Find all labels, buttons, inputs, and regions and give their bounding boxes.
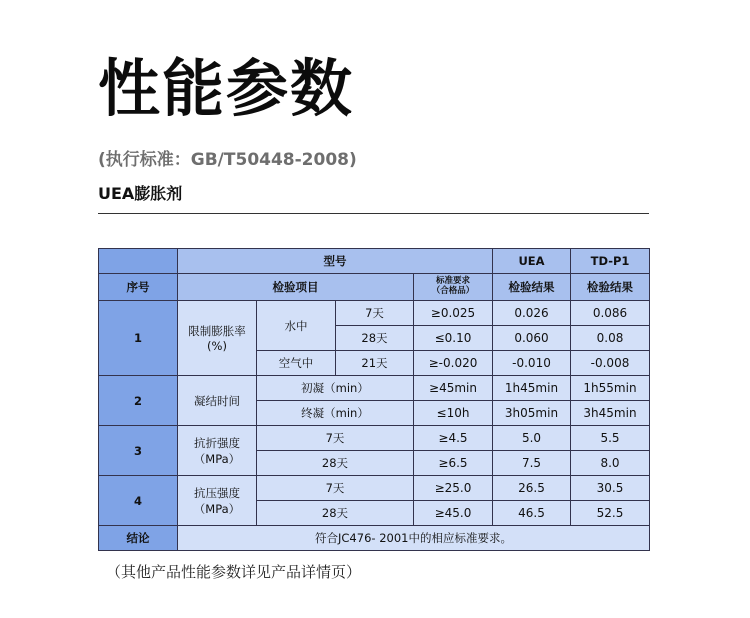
header-seq: 序号 — [99, 274, 178, 301]
item-name-cell: 凝结时间 — [178, 376, 257, 426]
item-name-line2: （MPa） — [193, 501, 241, 516]
standard-cell: ≤0.10 — [414, 326, 493, 351]
age-cell: 28天 — [257, 451, 414, 476]
result-tdp1-cell: 0.086 — [571, 301, 650, 326]
age-cell: 7天 — [257, 476, 414, 501]
divider — [98, 213, 649, 214]
standard-cell: ≥-0.020 — [414, 351, 493, 376]
standard-cell: ≥6.5 — [414, 451, 493, 476]
table-row — [99, 526, 650, 551]
condition-cell: 终凝（min） — [257, 401, 414, 426]
seq-cell: 3 — [99, 426, 178, 476]
item-name-line1: 限制膨胀率 — [188, 324, 246, 338]
result-uea-cell: 26.5 — [493, 476, 571, 501]
item-name-line2: （MPa） — [193, 451, 241, 466]
header-model: 型号 — [178, 249, 493, 274]
seq-cell: 2 — [99, 376, 178, 426]
header-result-tdp1: 检验结果 — [571, 274, 650, 301]
header-blank-cell — [99, 249, 178, 274]
result-uea-cell: -0.010 — [493, 351, 571, 376]
table-row — [99, 274, 650, 301]
result-tdp1-cell: 30.5 — [571, 476, 650, 501]
table-row — [99, 301, 650, 326]
conclusion-text: 符合JC476- 2001中的相应标准要求。 — [178, 526, 650, 551]
header-model-uea: UEA — [493, 249, 571, 274]
result-tdp1-cell: 0.08 — [571, 326, 650, 351]
header-standard — [414, 274, 493, 301]
table-row — [99, 249, 650, 274]
result-tdp1-cell: 5.5 — [571, 426, 650, 451]
standard-cell: ≥45min — [414, 376, 493, 401]
table-row — [99, 476, 650, 501]
product-name: UEA膨胀剂 — [98, 184, 183, 203]
table-row — [99, 426, 650, 451]
result-uea-cell: 46.5 — [493, 501, 571, 526]
result-uea-cell: 7.5 — [493, 451, 571, 476]
item-name-line1: 抗折强度 — [194, 435, 240, 450]
standard-cell: ≥4.5 — [414, 426, 493, 451]
item-name-cell — [178, 301, 257, 376]
page-title: 性能参数 — [98, 52, 355, 125]
standard-cell: ≥25.0 — [414, 476, 493, 501]
result-uea-cell: 5.0 — [493, 426, 571, 451]
spec-table — [98, 248, 650, 551]
standard-cell: ≤10h — [414, 401, 493, 426]
age-cell: 28天 — [257, 501, 414, 526]
result-tdp1-cell: 3h45min — [571, 401, 650, 426]
condition-cell: 初凝（min） — [257, 376, 414, 401]
age-cell: 21天 — [336, 351, 414, 376]
conclusion-label: 结论 — [99, 526, 178, 551]
result-tdp1-cell: -0.008 — [571, 351, 650, 376]
footnote: （其他产品性能参数详见产品详情页） — [106, 563, 362, 581]
seq-cell: 4 — [99, 476, 178, 526]
standard-reference: (执行标准：GB/T50448-2008) — [98, 150, 357, 170]
result-tdp1-cell: 1h55min — [571, 376, 650, 401]
condition-cell: 水中 — [257, 301, 336, 351]
header-item: 检验项目 — [178, 274, 414, 301]
header-standard-line1: 标准要求 — [435, 276, 470, 287]
header-model-tdp1: TD-P1 — [571, 249, 650, 274]
standard-cell: ≥0.025 — [414, 301, 493, 326]
age-cell: 7天 — [336, 301, 414, 326]
standard-cell: ≥45.0 — [414, 501, 493, 526]
condition-cell: 空气中 — [257, 351, 336, 376]
result-uea-cell: 3h05min — [493, 401, 571, 426]
table-row — [99, 376, 650, 401]
item-name-cell — [178, 426, 257, 476]
result-uea-cell: 0.060 — [493, 326, 571, 351]
item-name-line2: (%) — [207, 339, 227, 353]
header-result-uea: 检验结果 — [493, 274, 571, 301]
result-uea-cell: 1h45min — [493, 376, 571, 401]
result-tdp1-cell: 8.0 — [571, 451, 650, 476]
seq-cell: 1 — [99, 301, 178, 376]
item-name-line1: 抗压强度 — [194, 485, 240, 500]
age-cell: 7天 — [257, 426, 414, 451]
item-name-cell — [178, 476, 257, 526]
age-cell: 28天 — [336, 326, 414, 351]
header-standard-line2: （合格品） — [431, 286, 475, 296]
result-tdp1-cell: 52.5 — [571, 501, 650, 526]
result-uea-cell: 0.026 — [493, 301, 571, 326]
